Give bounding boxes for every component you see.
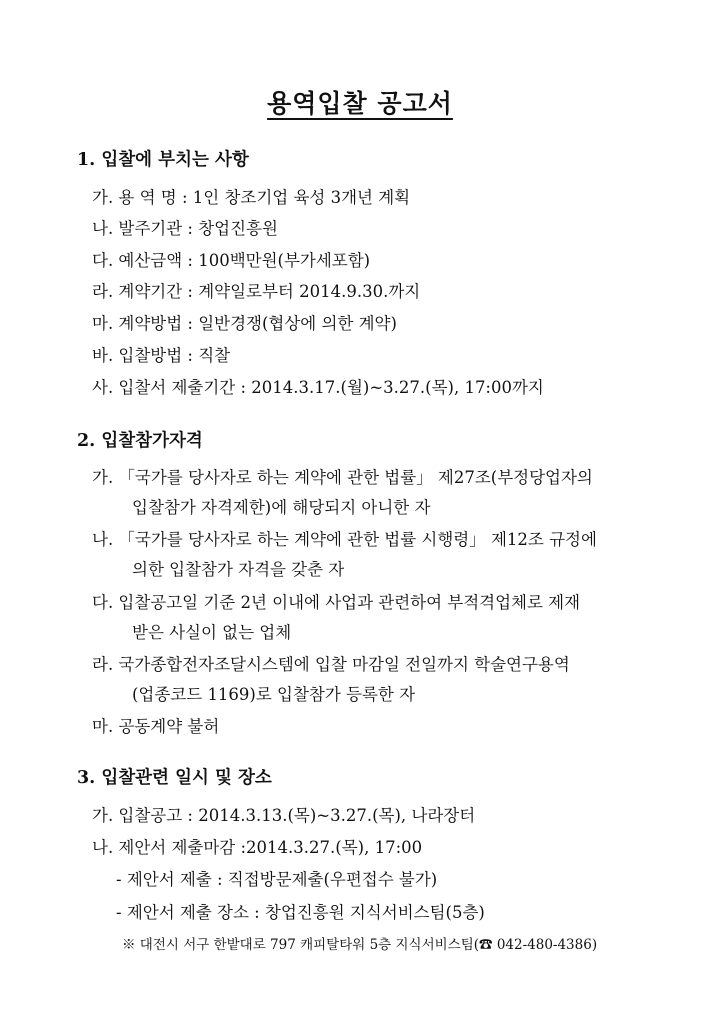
section-1-item-na: 나. 발주기관 : 창업진흥원 [92,219,278,238]
section-2-item-ma: 마. 공동계약 불허 [92,717,220,736]
section-1-item-ma: 마. 계약방법 : 일반경쟁(협상에 의한 계약) [92,314,397,333]
section-3-sub-item-2: - 제안서 제출 장소 : 창업진흥원 지식서비스팀(5층) [116,903,485,922]
section-3-sub-item-1: - 제안서 제출 : 직접방문제출(우편접수 불가) [116,870,438,889]
section-2-item-da-cont: 받은 사실이 없는 업체 [132,623,292,642]
section-1-item-sa: 사. 입찰서 제출기간 : 2014.3.17.(월)~3.27.(목), 17:00까지 [92,378,544,397]
section-2-item-ra: 라. 국가종합전자조달시스템에 입찰 마감일 전일까지 학술연구용역 [92,655,570,674]
address-note: ※ 대전시 서구 한밭대로 797 캐피탈타워 5층 지식서비스팀(☎ 042-480-4386) [122,937,598,953]
section-2-item-na: 나. 「국가를 당사자로 하는 계약에 관한 법률 시행령」 제12조 규정에 [92,530,597,549]
section-2-item-ga-cont: 입찰참가 자격제한)에 해당되지 아니한 자 [132,498,431,517]
section-heading-3: 3. 입찰관련 일시 및 장소 [77,768,272,788]
document-title: 용역입찰 공고서 [267,89,453,118]
section-heading-2: 2. 입찰참가자격 [77,431,203,451]
section-3-item-na: 나. 제안서 제출마감 :2014.3.27.(목), 17:00 [92,838,423,857]
section-2-item-ga: 가. 「국가를 당사자로 하는 계약에 관한 법률」 제27조(부정당업자의 [92,468,593,487]
section-1-item-ga: 가. 용 역 명 : 1인 창조기업 육성 3개년 계획 [92,188,411,207]
section-1-item-ra: 라. 계약기간 : 계약일로부터 2014.9.30.까지 [92,282,421,301]
section-1-item-da: 다. 예산금액 : 100백만원(부가세포함) [92,251,371,270]
section-2-item-ra-cont: (업종코드 1169)로 입찰참가 등록한 자 [132,685,416,704]
section-2-item-na-cont: 의한 입찰참가 자격을 갖춘 자 [132,560,345,579]
section-2-item-da: 다. 입찰공고일 기준 2년 이내에 사업과 관련하여 부적격업체로 제재 [92,593,581,612]
section-3-item-ga: 가. 입찰공고 : 2014.3.13.(목)~3.27.(목), 나라장터 [92,806,476,825]
section-1-item-ba: 바. 입찰방법 : 직찰 [92,346,231,365]
section-heading-1: 1. 입찰에 부치는 사항 [77,150,249,170]
